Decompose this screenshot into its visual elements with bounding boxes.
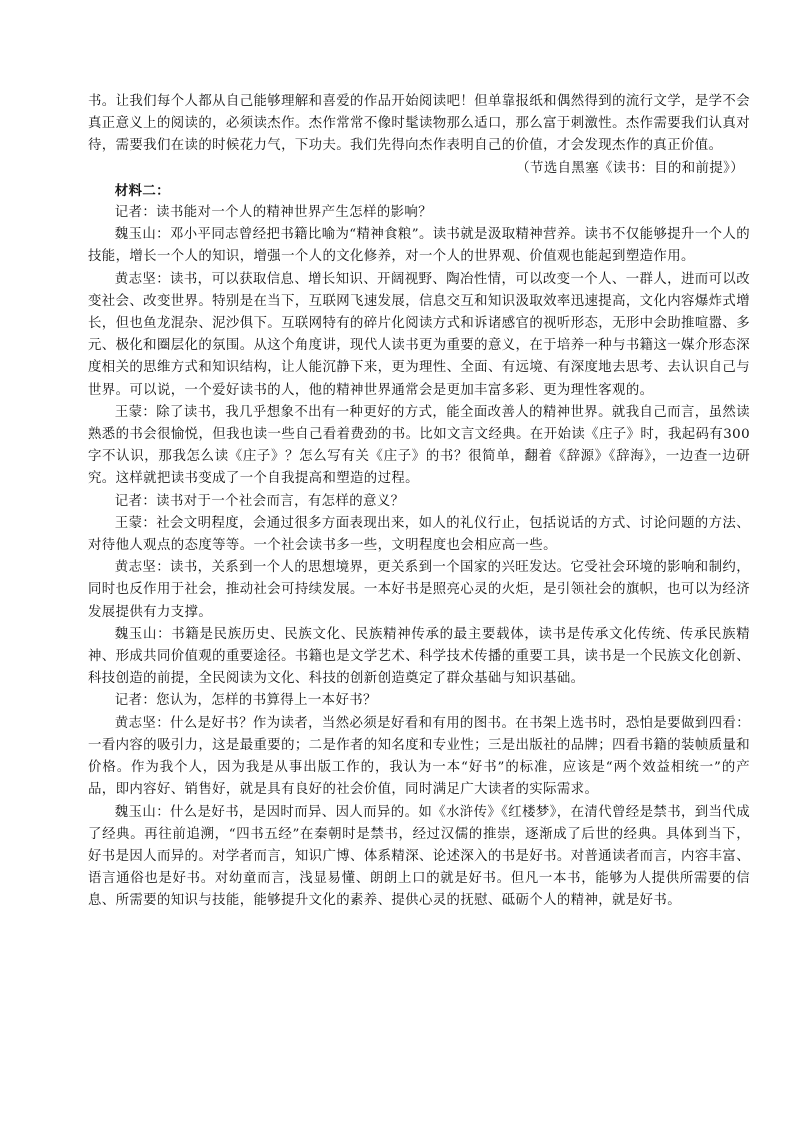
interview-question: 记者：您认为，怎样的书算得上一本好书？ <box>114 693 377 709</box>
document-body <box>88 91 750 913</box>
interview-answer: 黄志坚：什么是好书？作为读者，当然必须是好看和有用的图书。在书架上选书时，恐怕是要做到四看：一看内容的吸引力，这是最重要的；二是作者的知名度和专业性；三是出版社的品牌；四看书籍的装帧质量和价格。作为我个人，因为我是从事出版工作的，我认为一本“好书”的标准，应该是“两个效益相统一”的产品，即内容好、销售好，就是具有良好的社会价值，同时满足广大读者的实际需求。 <box>88 715 750 798</box>
interview-answer: 黄志坚：读书，可以获取信息、增长知识、开阔视野、陶冶性情，可以改变一个人、一群人，进而可以改变社会、改变世界。特别是在当下，互联网飞速发展，信息交互和知识汲取效率迅速提高，文化内容爆炸式增长，但也鱼龙混杂、泥沙俱下。互联网特有的碎片化阅读方式和诉诸感官的视听形态，无形中会助推喧嚣、多元、极化和圈层化的氛围。从这个角度讲，现代人读书更为重要的意义，在于培养一种与书籍这一媒介形态深度相关的思维方式和知识结构，让人能沉静下来，更为理性、全面、有远境、有深度地去思考、去认识自己与世界。可以说，一个爱好读书的人，他的精神世界通常会是更加丰富多彩、更为理性客观的。 <box>88 271 750 398</box>
interview-answer: 魏玉山：书籍是民族历史、民族文化、民族精神传承的最主要载体，读书是传承文化传统、传承民族精神、形成共同价值观的重要途径。书籍也是文学艺术、科学技术传播的重要工具，读书是一个民族文化创新、科技创造的前提，全民阅读为文化、科技的创新创造奠定了群众基础与知识基础。 <box>88 626 750 687</box>
interview-answer: 王蒙：除了读书，我几乎想象不出有一种更好的方式，能全面改善人的精神世界。就我自己而言，虽然读熟悉的书会很愉悦，但我也读一些自己看着费劲的书。比如文言文经典。在开始读《庄子》时，我起码有300字不认识，那我怎么读《庄子》？怎么写有关《庄子》的书？很简单，翻着《辞源》《辞海》，一边查一边研究。这样就把读书变成了一个自我提高和塑造的过程。 <box>88 404 750 487</box>
interview-question: 记者：读书对于一个社会而言，有怎样的意义？ <box>114 493 405 509</box>
paragraph-continuation: 书。让我们每个人都从自己能够理解和喜爱的作品开始阅读吧！但单靠报纸和偶然得到的流行文学，是学不会真正意义上的阅读的，必须读杰作。杰作常常不像时髦读物那么适口，那么富于刺激性。杰作需要我们认真对待，需要我们在读的时候花力气，下功夫。我们先得向杰作表明自己的价值，才会发现杰作的真正价值。 <box>88 94 750 154</box>
interview-answer: 王蒙：社会文明程度，会通过很多方面表现出来，如人的礼仪行止，包括说话的方式、讨论问题的方法、对待他人观点的态度等等。一个社会读书多一些，文明程度也会相应高一些。 <box>88 515 750 554</box>
interview-answer: 黄志坚：读书，关系到一个人的思想境界，更关系到一个国家的兴旺发达。它受社会环境的影响和制约，同时也反作用于社会，推动社会可持续发展。一本好书是照亮心灵的火炬，是引领社会的旗帜，也可以为经济发展提供有力支撑。 <box>88 560 750 620</box>
interview-answer: 魏玉山：邓小平同志曾经把书籍比喻为“精神食粮”。读书就是汲取精神营养。读书不仅能够提升一个人的技能，增长一个人的知识，增强一个人的文化修养，对一个人的世界观、价值观也能起到塑造作用。 <box>88 227 750 265</box>
interview-answer: 魏玉山：什么是好书，是因时而异、因人而异的。如《水浒传》《红楼梦》，在清代曾经是禁书，到当代成了经典。再往前追溯，“四书五经”在秦朝时是禁书，经过汉儒的推崇，逐渐成了后世的经典。具体到当下，好书是因人而异的。对学者而言，知识广博、体系精深、论述深入的书是好书。对普通读者而言，内容丰富、语言通俗也是好书。对幼童而言，浅显易懂、朗朗上口的就是好书。但凡一本书，能够为人提供所需要的信息、所需要的知识与技能，能够提升文化的素养、提供心灵的抚慰、砥砺个人的精神，就是好书。 <box>88 804 750 909</box>
source-citation: （节选自黑塞《读书：目的和前提》） <box>516 160 744 176</box>
interview-question: 记者：读书能对一个人的精神世界产生怎样的影响？ <box>114 205 432 221</box>
section-heading-material-two: 材料二： <box>114 182 170 199</box>
